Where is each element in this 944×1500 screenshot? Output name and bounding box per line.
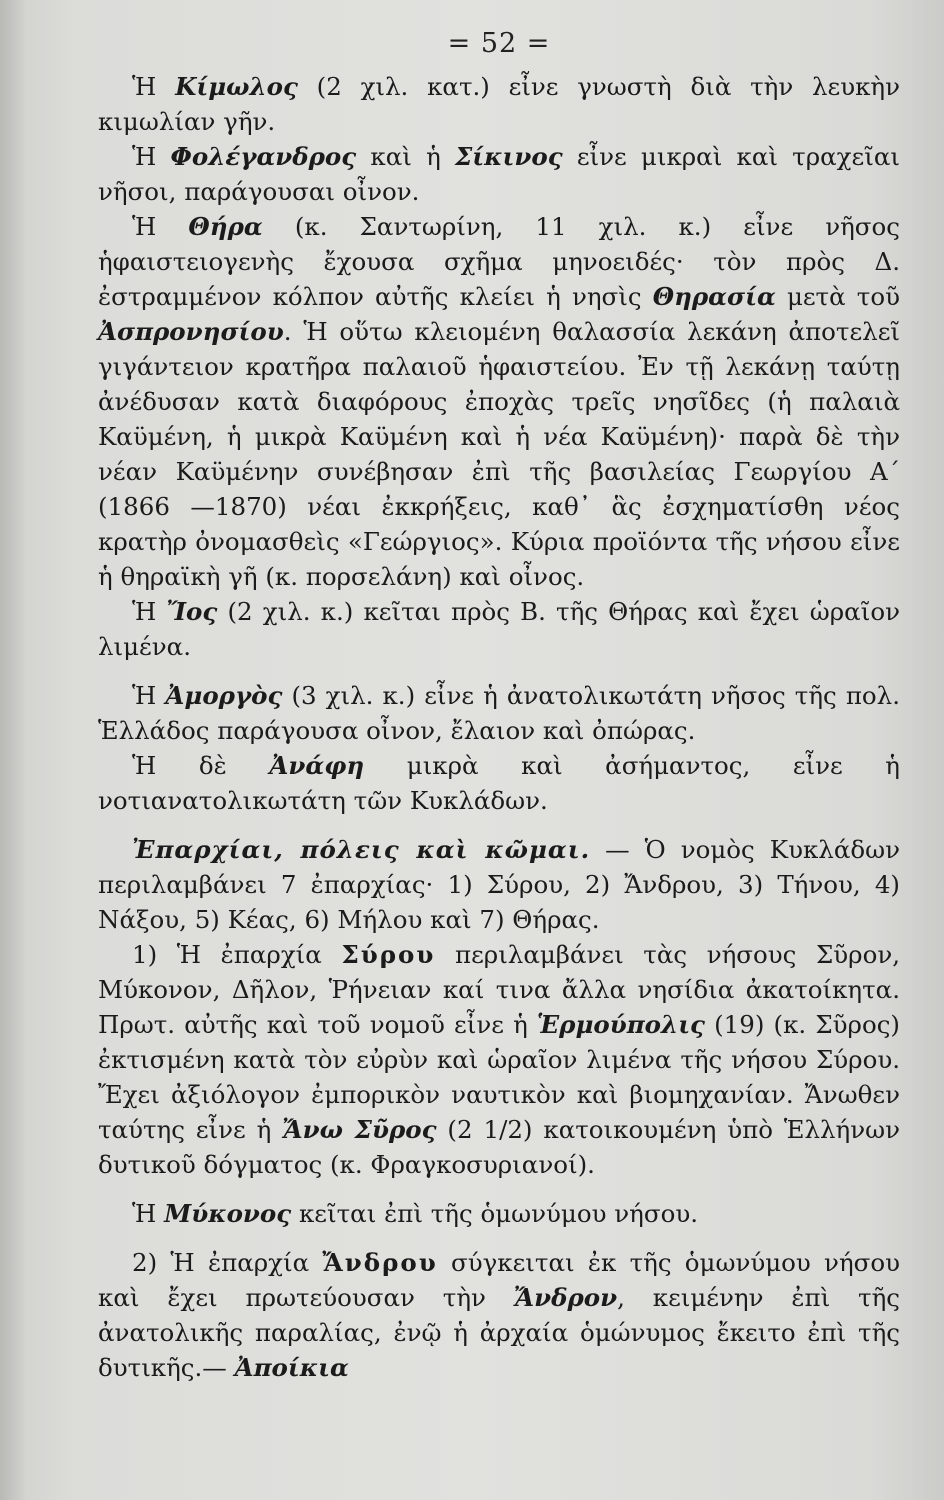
paragraph-thira (98, 209, 900, 594)
place-name: Ἀνάφη (269, 751, 365, 780)
paragraph-kimolos (98, 69, 900, 139)
place-name: Θηρασία (652, 282, 776, 311)
text: Ἡ (132, 1199, 165, 1228)
text: περιλαμβάνει τὰς νήσους Σῦρον, Μύκονον, Δῆλον, Ῥήνειαν καί τινα ἄλλα νησίδια ἀκατοίκητα. Πρωτ. αὐτῆς καὶ τοῦ νομοῦ εἶνε ἡ (98, 940, 901, 1039)
place-name: Φολέγανδρος (170, 142, 357, 171)
text: 2) Ἡ ἐπαρχία (132, 1248, 323, 1277)
text: κεῖται ἐπὶ τῆς ὁμωνύμου νήσου. (291, 1199, 699, 1228)
paragraph-anafi (98, 748, 900, 818)
text: (3 χιλ. κ.) εἶνε ἡ ἀνατολικωτάτη νῆσος τῆς πολ. Ἑλλάδος παράγουσα οἶνον, ἔλαιον καὶ ὀπώρας. (98, 681, 900, 745)
paragraph-mykonos (98, 1196, 900, 1231)
text: Ἡ (132, 72, 176, 101)
place-name: Ἑρμούπολις (536, 1010, 705, 1039)
text: , κειμένην ἐπὶ τῆς ἀνατολικῆς παραλίας, ἐνῷ ἡ ἀρχαία ὁμώνυμος ἔκειτο ἐπὶ τῆς δυτικῆς.— (98, 1283, 900, 1382)
paragraph-andros (98, 1245, 900, 1385)
place-name: Ἴος (166, 597, 218, 626)
place-name: Σύρου (341, 940, 436, 969)
place-name: Ἀμοργὸς (165, 681, 283, 710)
place-name: Κίμωλος (175, 72, 298, 101)
text: Ἡ (132, 597, 167, 626)
paragraph-folegandros (98, 139, 900, 209)
text: καὶ ἡ (356, 142, 455, 171)
section-heading: Ἐπαρχίαι, πόλεις καὶ κῶμαι. (132, 835, 591, 864)
text: (2 χιλ. κ.) κεῖται πρὸς Β. τῆς Θήρας καὶ ἔχει ὡραῖον λιμένα. (98, 597, 900, 661)
text: εἶνε μικραὶ καὶ τραχεῖαι νῆσοι, παράγουσαι οἶνον. (98, 142, 900, 206)
place-name: Θήρα (188, 212, 263, 241)
page-number: = 52 = (447, 28, 551, 59)
place-name: Ἄνδρον (513, 1283, 618, 1312)
paragraph-eparchies (98, 832, 900, 937)
text: Ἡ (132, 681, 166, 710)
text: . Ἡ οὕτω κλειομένη θαλασσία λεκάνη ἀποτελεῖ γιγάντειον κρατῆρα παλαιοῦ ἡφαιστείου. Ἐν τῇ λεκάνῃ ταύτῃ ἀνέδυσαν κατὰ διαφόρους ἐποχὰς τρεῖς νησῖδες (ἡ παλαιὰ Καϋμένη, ἡ μικρὰ Καϋμένη καὶ ἡ νέα Καϋμένη)· παρὰ δὲ τὴν νέαν Καϋμένην συνέβησαν ἐπὶ τῆς βασιλείας Γεωργίου Α΄ (1866 —1870) νέαι ἐκκρήξεις, καθ᾽ ἃς ἐσχηματίσθη νέος κρατὴρ ὀνομασθεὶς «Γεώργιος». Κύρια προϊόντα τῆς νήσου εἶνε ἡ θηραϊκὴ γῆ (κ. πορσελάνη) καὶ οἶνος. (98, 317, 900, 591)
place-name: Ἀποίκια (234, 1353, 349, 1382)
text: 1) Ἡ ἐπαρχία (132, 940, 342, 969)
text: — Ὁ νομὸς Κυκλάδων περιλαμβάνει 7 ἐπαρχίας· 1) Σύρου, 2) Ἄνδρου, 3) Τήνου, 4) Νάξου, 5) Κέας, 6) Μήλου καὶ 7) Θήρας. (98, 835, 900, 934)
text: (19) (κ. Σῦρος) ἐκτισμένη κατὰ τὸν εὐρὺν καὶ ὡραῖον λιμένα τῆς νήσου Σύρου. Ἔχει ἀξιόλογον ἐμπορικὸν ναυτικὸν καὶ βιομηχανίαν. Ἄνωθεν ταύτης εἶνε ἡ (98, 1010, 900, 1144)
binding-shadow (0, 0, 26, 1500)
place-name: Ἄνδρου (322, 1248, 438, 1277)
paragraph-syros (98, 937, 900, 1182)
paragraph-ios (98, 594, 900, 664)
text: (κ. Σαντωρίνη, 11 χιλ. κ.) εἶνε νῆσος ἡφαιστειογενὴς ἔχουσα σχῆμα μηνοειδές· τὸν πρὸς Δ. ἐστραμμένον κόλπον αὐτῆς κλείει ἡ νησὶς (98, 212, 900, 311)
text: μικρὰ καὶ ἀσήμαντος, εἶνε ἡ νοτιανατολικωτάτη τῶν Κυκλάδων. (98, 751, 900, 815)
text: σύγκειται ἐκ τῆς ὁμωνύμου νήσου καὶ ἔχει πρωτεύουσαν τὴν (98, 1248, 900, 1312)
text: Ἡ (132, 212, 189, 241)
paragraph-amorgos (98, 678, 900, 748)
place-name: Σίκινος (454, 142, 563, 171)
place-name: Ἀσπρονησίου (98, 317, 284, 346)
text: Ἡ (132, 142, 171, 171)
text: μετὰ τοῦ (775, 282, 900, 311)
text: (2 1/2) κατοικουμένη ὑπὸ Ἑλλήνων δυτικοῦ δόγματος (κ. Φραγκοσυριανοί). (98, 1115, 900, 1179)
text: (2 χιλ. κατ.) εἶνε γνωστὴ διὰ τὴν λευκὴν κιμωλίαν γῆν. (98, 72, 900, 136)
place-name: Μύκονος (164, 1199, 292, 1228)
place-name: Ἄνω Σῦρος (282, 1115, 437, 1144)
text: Ἡ δὲ (132, 751, 270, 780)
